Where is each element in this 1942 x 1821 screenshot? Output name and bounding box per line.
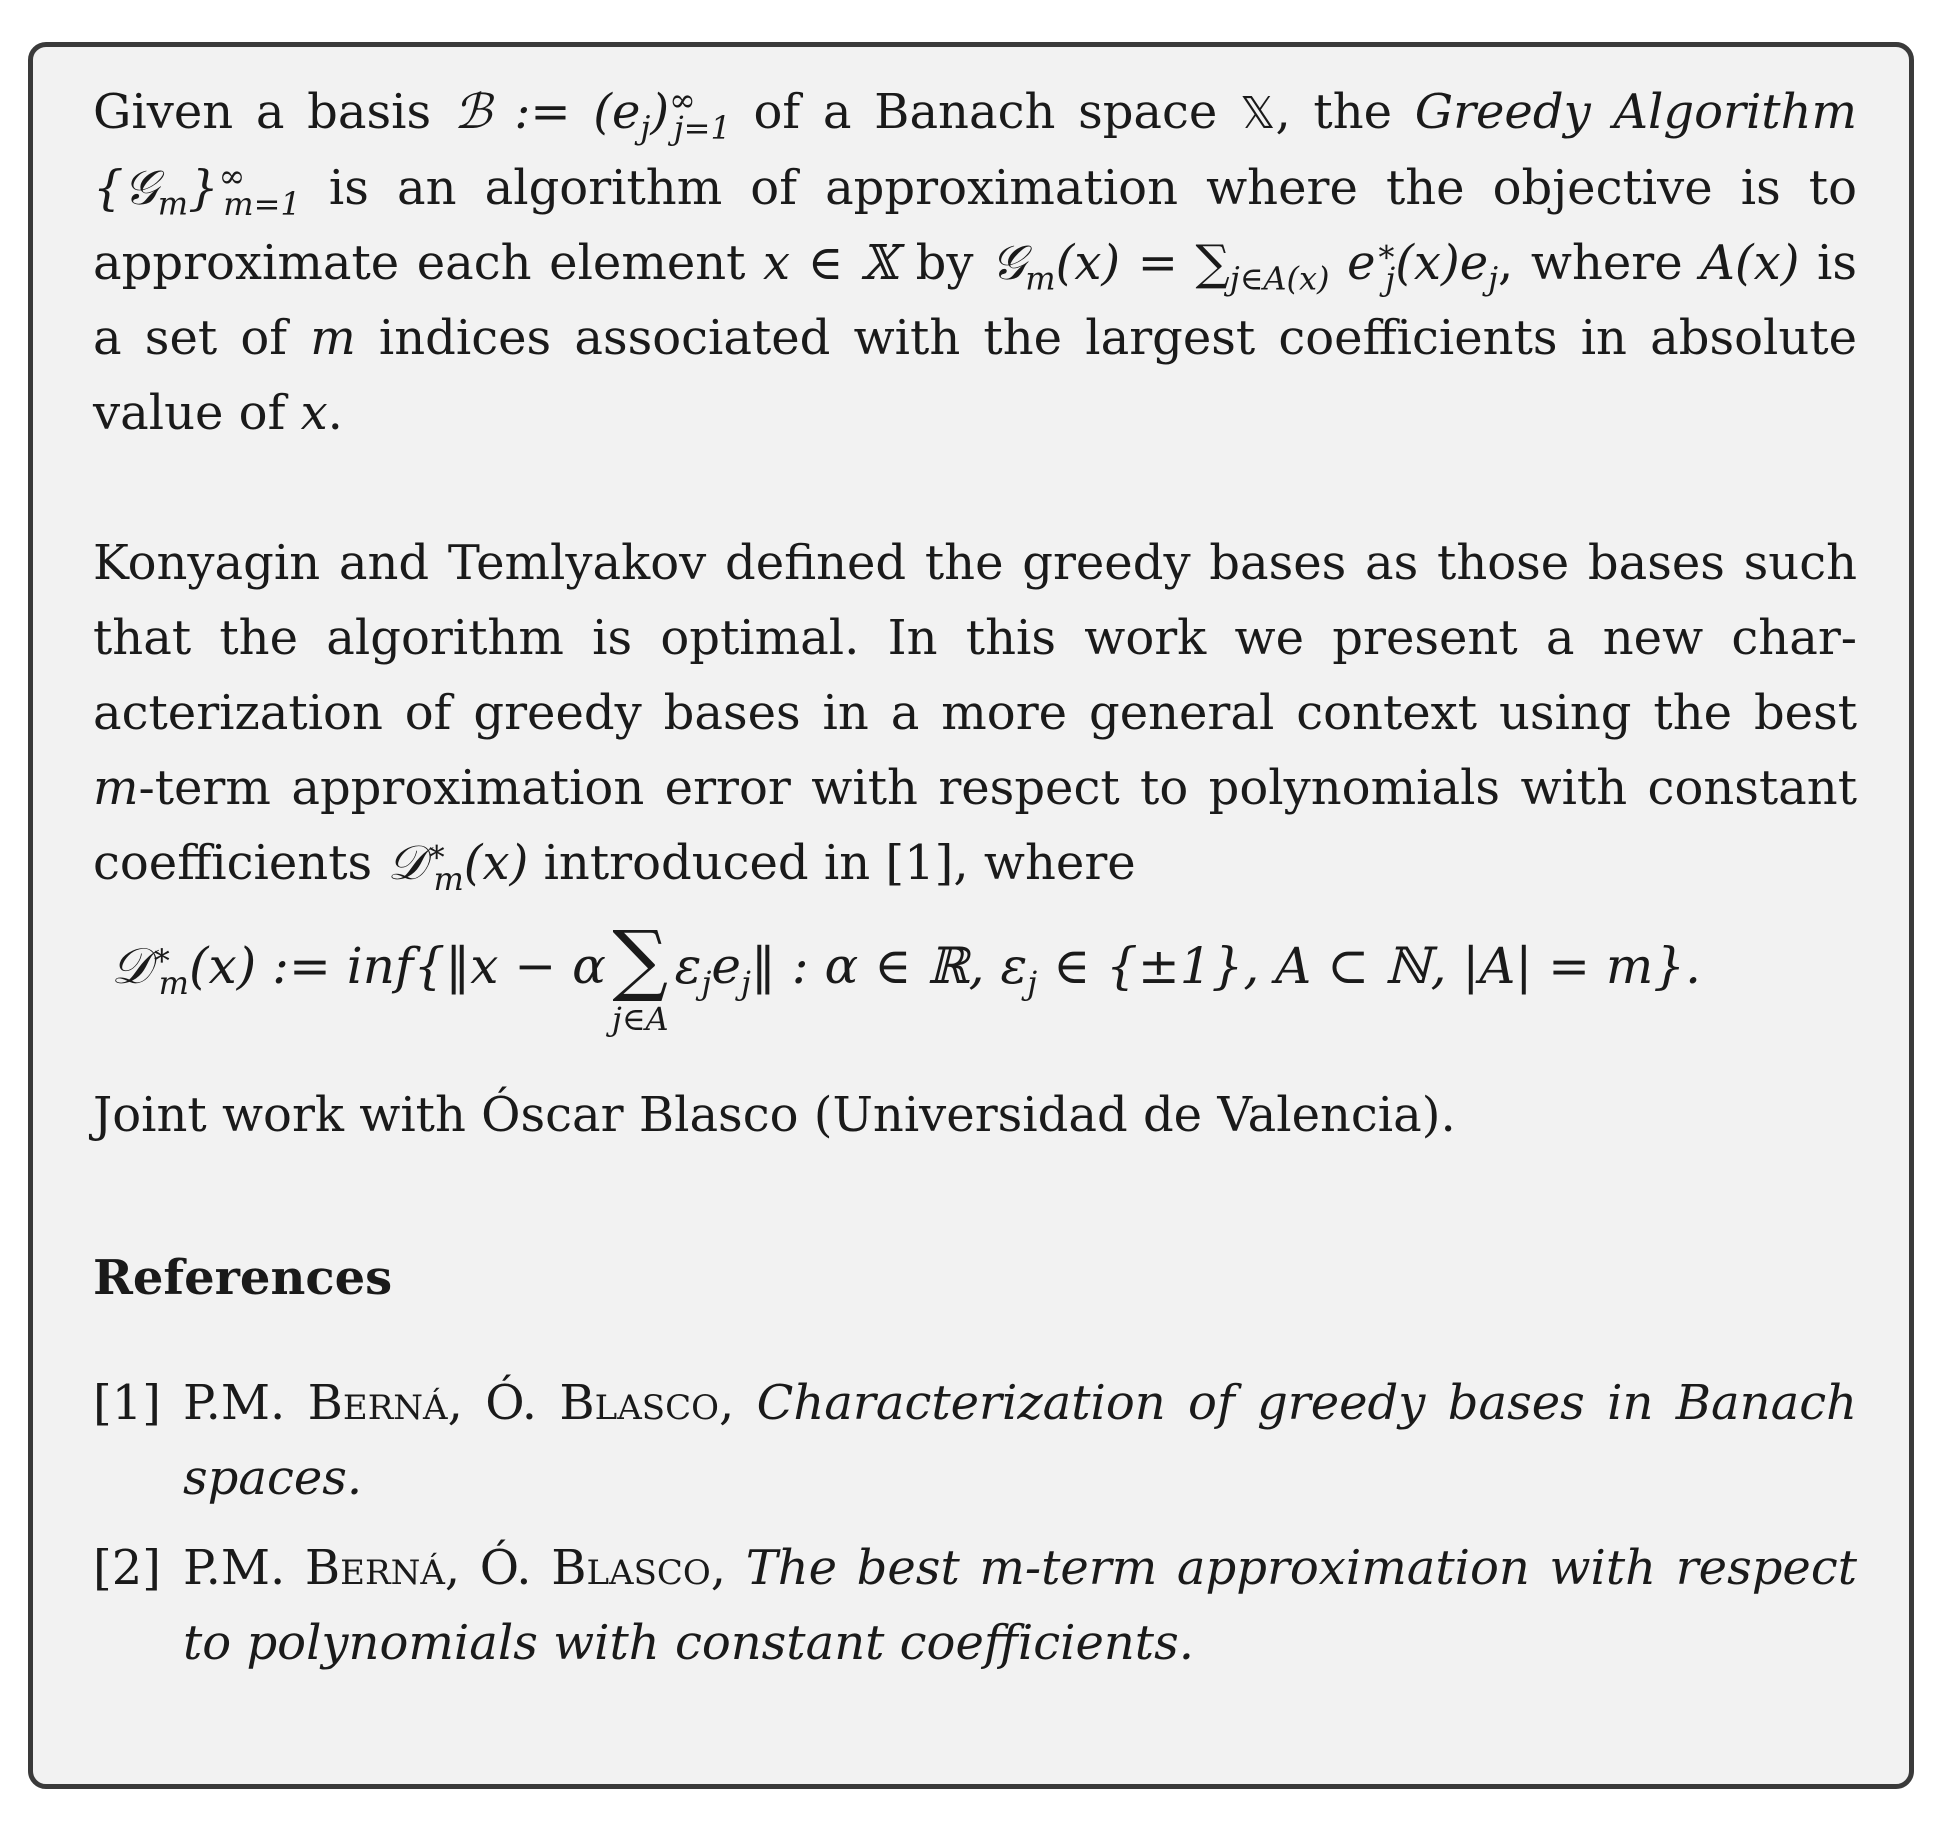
text: , the bbox=[1275, 84, 1415, 140]
text: indices associated with the largest coefficients in absolute value of bbox=[93, 310, 1857, 441]
text: , where bbox=[1498, 235, 1701, 291]
math-greedy-sum: 𝒢$_m$(x) = $\sum_{j\in A(x)}$ $e^∗_j(x)e_j$ bbox=[991, 232, 1499, 298]
math-greedy-sequence: $\{𝒢_m\}^\infty_{m=1}$ bbox=[93, 157, 301, 223]
text: by bbox=[898, 235, 992, 291]
equation-lhs: 𝒟∗$_m$(x) := inf{‖x − α bbox=[111, 935, 606, 1002]
text: . bbox=[327, 385, 343, 441]
abstract-content bbox=[93, 75, 1857, 1681]
text: -term approximation error with respect to polynomials with constant coefficients bbox=[93, 760, 1857, 891]
equation-rhs: $\varepsilon_je_j‖$ : α ∈ ℝ, $\varepsilon_j$ ∈ {±1}, A ⊂ ℕ, |A| = m}. bbox=[674, 937, 1701, 1002]
references-heading: References bbox=[93, 1250, 393, 1306]
reference-body: P.M. Berná, Ó. Blasco, Characterization of greedy bases in Banach spaces. bbox=[183, 1375, 1857, 1506]
abstract-card bbox=[28, 42, 1914, 1789]
math-banach-space: 𝕏 bbox=[1240, 88, 1276, 139]
term-greedy-algorithm: Greedy Algorithm bbox=[1414, 84, 1858, 140]
summation-sign: ∑ bbox=[612, 915, 669, 1005]
math-m: m bbox=[310, 310, 356, 366]
text: Given a basis bbox=[93, 84, 454, 140]
text: is an algorithm of approximation where the objective is to approximate each element bbox=[93, 160, 1857, 291]
math-dm-star: 𝒟∗$_m$(x) bbox=[387, 832, 529, 898]
display-equation bbox=[93, 915, 1857, 1038]
reference-number: [2] bbox=[93, 1540, 161, 1596]
summation-index: j∈A bbox=[611, 1000, 669, 1038]
paragraph-joint-work: Joint work with Óscar Blasco (Universidad de Valencia). bbox=[93, 1087, 1456, 1143]
reference-title: The best m-term approximation with respect to polynomials with constant coefficients. bbox=[183, 1540, 1858, 1671]
text: is a set of bbox=[93, 235, 1857, 366]
reference-body: P.M. Berná, Ó. Blasco, The best m-term approximation with respect to polynomials with constant coefficients. bbox=[183, 1540, 1858, 1671]
summation bbox=[611, 915, 669, 1038]
reference-title: Characterization of greedy bases in Banach spaces. bbox=[183, 1375, 1857, 1506]
reference-item bbox=[93, 1366, 1857, 1516]
math-m: m bbox=[93, 760, 139, 816]
text: Konyagin and Temlyakov defined the greedy bases as those bases such that the algorithm is optimal. In this work we present a new characterization of greedy bases in a more general context using the best bbox=[93, 535, 1857, 741]
math-basis: ℬ := $(e_j)^\infty_{j=1}$ bbox=[453, 81, 731, 147]
math-x: x bbox=[300, 385, 328, 441]
reference-item bbox=[93, 1531, 1857, 1681]
text: of a Banach space bbox=[730, 84, 1241, 140]
paragraph-greedy-algorithm bbox=[93, 75, 1857, 451]
reference-number: [1] bbox=[93, 1375, 161, 1431]
math-index-set: A(x) bbox=[1700, 235, 1800, 291]
paragraph-greedy-bases bbox=[93, 526, 1857, 901]
math-element: x ∈ 𝕏 bbox=[763, 235, 899, 291]
text: introduced in [1], where bbox=[528, 835, 1136, 891]
